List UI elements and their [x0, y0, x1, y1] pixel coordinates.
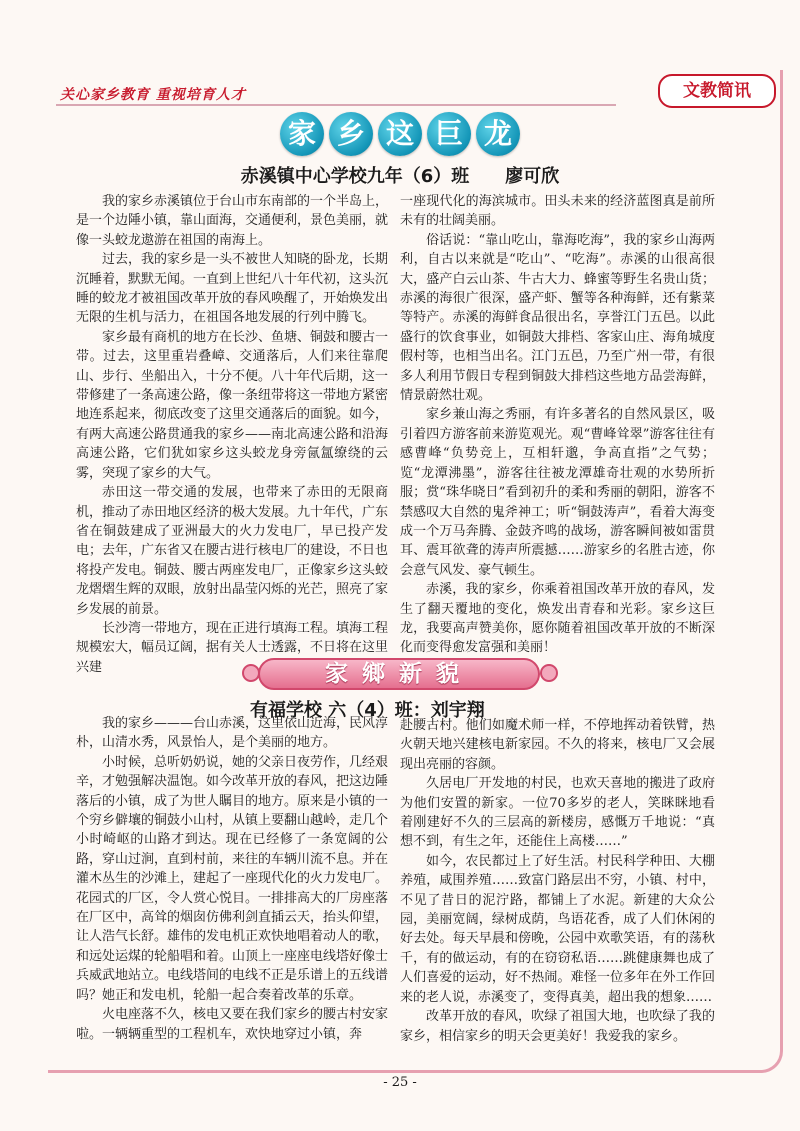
header-slogan: 关心家乡教育 重视培育人才	[60, 87, 246, 103]
article2-left-column	[76, 714, 388, 1044]
article1-title	[0, 112, 800, 156]
section-badge: 文教简讯	[658, 74, 776, 108]
paragraph: 我的家乡赤溪镇位于台山市东南部的一个半岛上，是一个边陲小镇，靠山面海，交通便利，景色美丽，就像一头蛟龙遨游在祖国的南海上。	[76, 194, 389, 248]
paragraph: 俗话说：“靠山吃山，靠海吃海”，我的家乡山海两利，自古以来就是“吃山”、“吃海”。赤溪的山很高很大，盛产白云山茶、牛古大力、蜂蜜等野生名贵山货；赤溪的海很广很深，盛产虾、蟹等各种海鲜，还有紫菜等特产。赤溪的海鲜食品很出名，享誉江门五邑。以此盛行的饮食事业，如铜鼓大排档、客家山庄、海角城度假村等，也相当出名。江门五邑，乃至广州一带，有很多人利用节假日专程到铜鼓大排档这些地方品尝海鲜，情景蔚然壮观。	[400, 232, 715, 404]
article1-right-column	[400, 192, 715, 658]
paragraph: 一座现代化的海滨城市。田头未来的经济蓝图真是前所未有的壮阔美丽。	[400, 194, 715, 229]
title-char: 巨	[427, 112, 471, 156]
paragraph: 过去，我的家乡是一头不被世人知晓的卧龙，长期沉睡着，默默无闻。一直到上世纪八十年代初，这头沉睡的蛟龙才被祖国改革开放的春风唤醒了，开始焕发出无限的生机与活力，在祖国各地发展的行列中腾飞。	[76, 252, 389, 326]
paragraph: 赴腰古村。他们如魔术师一样，不停地挥动着铁臂，热火朝天地兴建核电新家园。不久的将来，核电厂又会展现出亮丽的容颜。	[400, 718, 715, 772]
paragraph: 小时候，总听奶奶说，她的父亲日夜劳作，几经艰辛，才勉强解决温饱。如今改革开放的春风，把这边陲落后的小镇，成了为世人瞩目的地方。原来是小镇的一个穷乡僻壤的铜鼓小山村，从镇上要翻山越岭，走几个小时崎岖的山路才到达。现在已经修了一条宽阔的公路，穿山过涧，直到村前，来往的车辆川流不息。并在灌木丛生的沙滩上，建起了一座现代化的火力发电厂。花园式的厂区，令人赏心悦目。一排排高大的厂房座落在厂区中，高耸的烟囱仿佛利剑直插云天，抬头仰望，让人浩气长舒。雄伟的发电机正欢快地唱着动人的歌，和远处运煤的轮船唱和着。山顶上一座座电线塔好像士兵威武地站立。电线塔间的电线不正是乐谱上的五线谱吗？她正和发电机，轮船一起合奏着改革的乐章。	[76, 754, 389, 1003]
title-char: 乡	[329, 112, 373, 156]
paragraph: 家乡最有商机的地方在长沙、鱼塘、铜鼓和腰古一带。过去，这里重岩叠嶂、交通落后，人们来往靠爬山、步行、坐船出入，十分不便。八十年代后期，这一带修建了一条高速公路，像一条纽带将这一带地方紧密地连系起来，彻底改变了这里交通落后的面貌。如今，有两大高速公路贯通我的家乡——南北高速公路和沿海高速公路，它们犹如家乡这头蛟龙身旁氤氲缭绕的云雾，突现了家乡的大气。	[76, 329, 389, 481]
paragraph: 赤溪，我的家乡，你乘着祖国改革开放的春风，发生了翻天覆地的变化，焕发出青春和光彩。家乡这巨龙，我要高声赞美你，愿你随着祖国改革开放的不断深化而变得愈发富强和美丽！	[400, 582, 715, 656]
paragraph: 改革开放的春风，吹绿了祖国大地，也吹绿了我的家乡，相信家乡的明天会更美好！我爱我的家乡。	[400, 1009, 715, 1044]
article1-byline: 赤溪镇中心学校九年（6）班 廖可欣	[240, 166, 560, 187]
banner-right-ornament	[540, 664, 558, 682]
paragraph: 赤田这一带交通的发展，也带来了赤田的无限商机，推动了赤田地区经济的极大发展。九十年代，广东省在铜鼓建成了亚洲最大的火力发电厂，早已投产发电；去年，广东省又在腰古进行核电厂的建设，不日也将投产发电。铜鼓、腰古两座发电厂，正像家乡这头蛟龙熠熠生辉的双眼，放射出晶莹闪烁的光芒，照亮了家乡发展的前景。	[76, 485, 389, 617]
paragraph: 长沙湾一带地方，现在正进行填海工程。填海工程规模宏大，幅员辽阔，据有关人士透露，不日将在这里兴建	[76, 620, 389, 675]
article2-byline: 有福学校 六（4）班：刘宇翔	[250, 700, 485, 721]
title-char: 这	[378, 112, 422, 156]
paragraph: 久居电厂开发地的村民，也欢天喜地的搬进了政府为他们安置的新家。一位70多岁的老人，笑眯眯地看着刚建好不久的三层高的新楼房，感慨万千地说：“真想不到，有生之年，还能住上高楼……”	[400, 776, 715, 850]
paragraph: 家乡兼山海之秀丽，有许多著名的自然风景区，吸引着四方游客前来游览观光。观“曹峰耸翠”游客往往有感曹峰“负势竞上，互相轩邈，争高直指”之气势；览“龙潭沸墨”，游客往往被龙潭雄奇壮观的水势所折服；赏“珠华晓日”看到初升的柔和秀丽的朝阳，游客不禁感叹大自然的鬼斧神工；听“铜鼓涛声”，看着大海变成一个万马奔腾、金鼓齐鸣的战场，游客瞬间被如雷贯耳、震耳欲聋的涛声所震撼……游家乡的名胜古迹，你会意气风发、豪气顿生。	[400, 407, 715, 578]
article1-left-column	[76, 192, 388, 677]
header-divider	[56, 104, 616, 106]
title-char: 龙	[476, 112, 520, 156]
paragraph: 如今，农民都过上了好生活。村民科学种田、大棚养殖，咸围养殖……致富门路层出不穷，小镇、村中，不见了昔日的泥泞路，都铺上了水泥。新建的大众公园，美丽宽阔，绿树成荫，鸟语花香，成了人们休闲的好去处。每天早晨和傍晚，公园中欢歌笑语，有的荡秋千，有的做运动，有的在窃窃私语……跳健康舞也成了人们喜爱的运动，好不热闹。难怪一位多年在外工作回来的老人说，赤溪变了，变得真美，超出我的想象……	[400, 853, 715, 1005]
paragraph: 我的家乡———台山赤溪，这里依山近海，民风淳朴，山清水秀，风景怡人，是个美丽的地方。	[76, 716, 389, 751]
page-number: - 25 -	[383, 1075, 417, 1090]
title-char: 家	[280, 112, 324, 156]
article2-title-banner: 家鄉新貌	[258, 658, 540, 690]
article2-right-column	[400, 716, 715, 1046]
paragraph: 火电座落不久，核电又要在我们家乡的腰古村安家啦。一辆辆重型的工程机车，欢快地穿过小镇，奔	[76, 1007, 389, 1042]
